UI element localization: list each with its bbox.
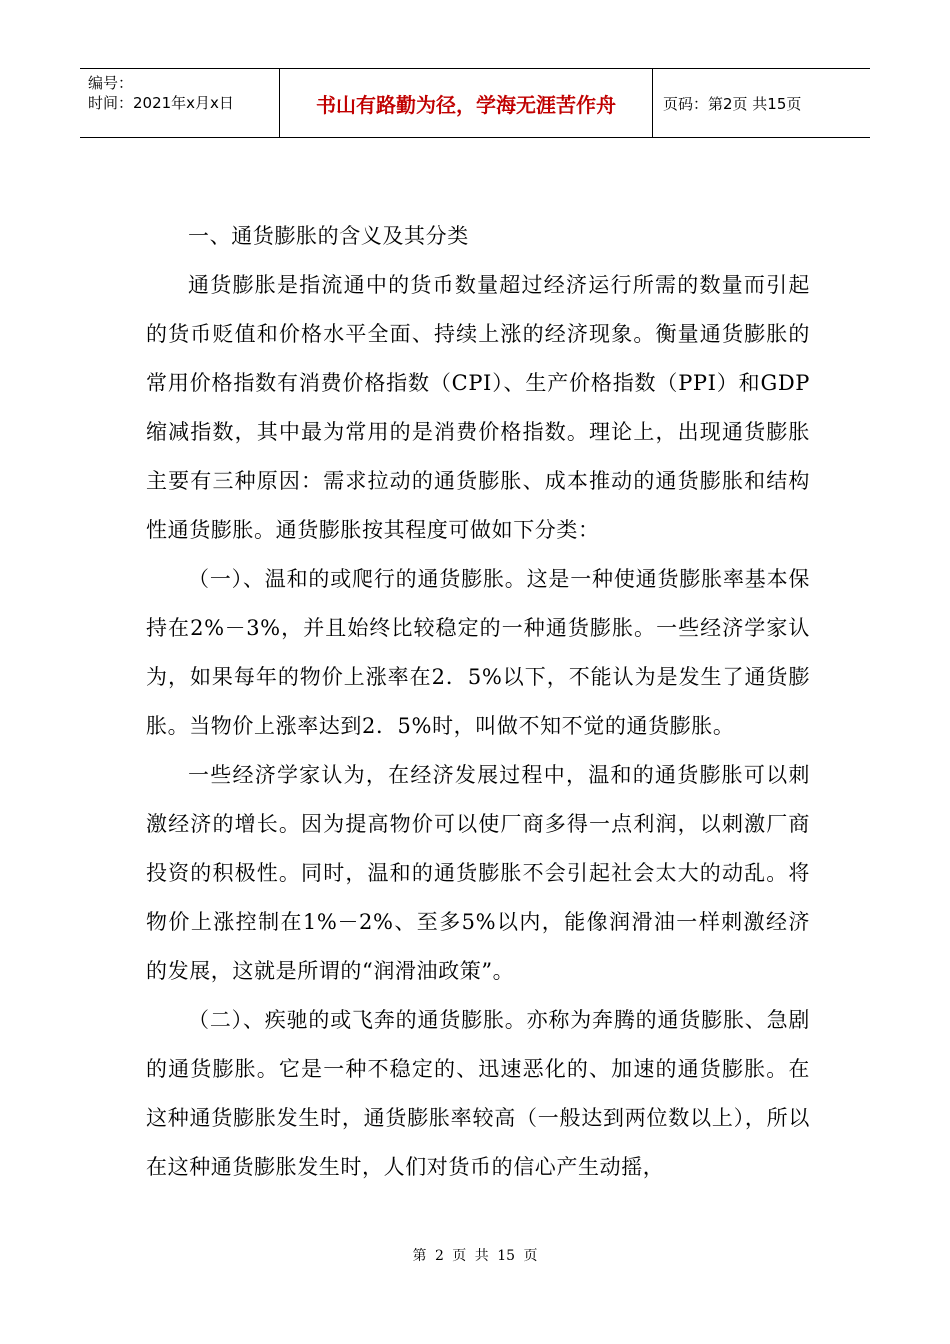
header-motto: 书山有路勤为径，学海无涯苦作舟 <box>280 69 653 137</box>
document-number-label: 编号： <box>88 74 134 92</box>
page-header <box>80 68 870 138</box>
section-heading: 一、通货膨胀的含义及其分类 <box>188 224 469 248</box>
paragraph: 通货膨胀是指流通中的货币数量超过经济运行所需的数量而引起的货币贬值和价格水平全面、持续上涨的经济现象。衡量通货膨胀的常用价格指数有消费价格指数（CPI）、生产价格指数（PPI）和GDP缩减指数，其中最为常用的是消费价格指数。理论上，出现通货膨胀主要有三种原因：需求拉动的通货膨胀、成本推动的通货膨胀和结构性通货膨胀。通货膨胀按其程度可做如下分类： <box>146 273 810 542</box>
header-page-code: 页码：第2页 共15页 <box>663 94 802 113</box>
document-body <box>146 212 810 1192</box>
paragraph: （二）、疾驰的或飞奔的通货膨胀。亦称为奔腾的通货膨胀、急剧的通货膨胀。它是一种不稳定的、迅速恶化的、加速的通货膨胀。在这种通货膨胀发生时，通货膨胀率较高（一般达到两位数以上），所以在这种通货膨胀发生时，人们对货币的信心产生动摇， <box>146 1008 810 1179</box>
paragraph: 一些经济学家认为，在经济发展过程中，温和的通货膨胀可以刺激经济的增长。因为提高物价可以使厂商多得一点利润，以刺激厂商投资的积极性。同时，温和的通货膨胀不会引起社会太大的动乱。将物价上涨控制在1%－2%、至多5%以内，能像润滑油一样刺激经济的发展，这就是所谓的“润滑油政策”。 <box>146 763 810 983</box>
paragraph: （一）、温和的或爬行的通货膨胀。这是一种使通货膨胀率基本保持在2%－3%，并且始终比较稳定的一种通货膨胀。一些经济学家认为，如果每年的物价上涨率在2．5%以下，不能认为是发生了通货膨胀。当物价上涨率达到2．5%时，叫做不知不觉的通货膨胀。 <box>146 567 810 738</box>
header-meta <box>80 69 280 137</box>
page-footer: 第 2 页 共 15 页 <box>412 1248 538 1264</box>
document-time: 时间：2021年x月x日 <box>88 94 234 112</box>
